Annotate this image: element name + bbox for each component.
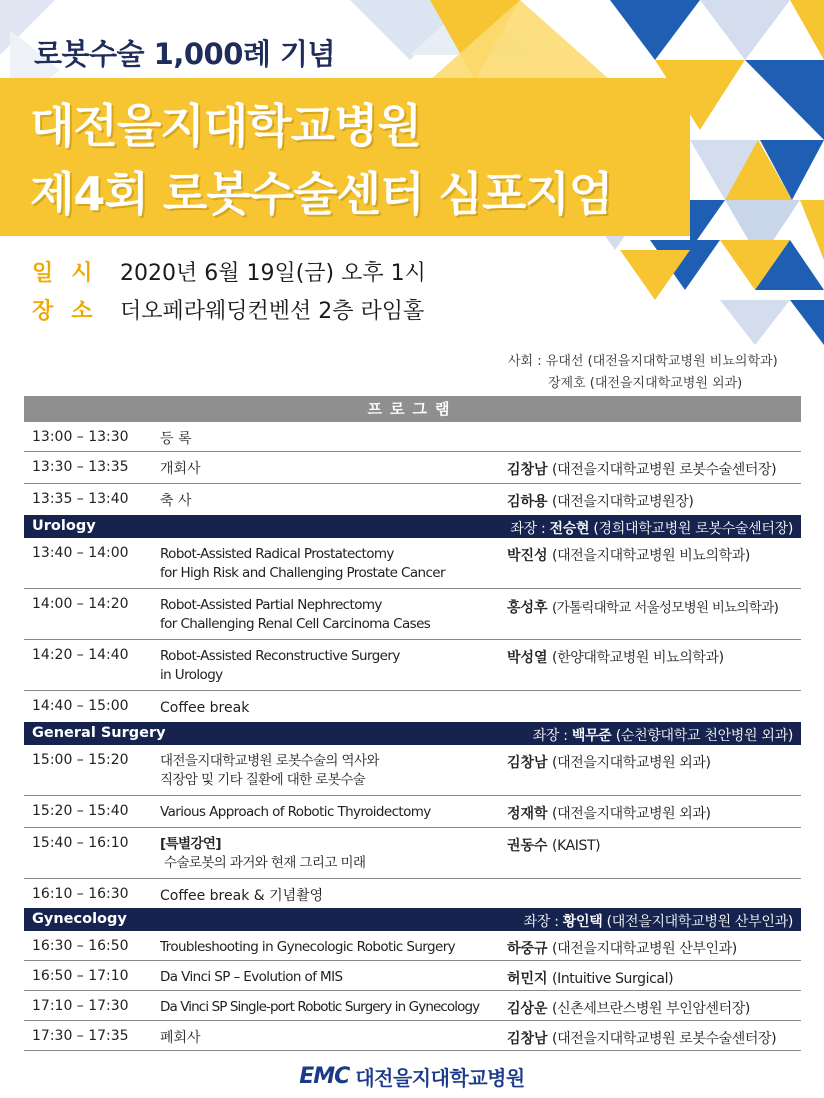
row-title: 폐회사	[160, 1030, 201, 1046]
emc-logo-mark: EMC	[299, 1064, 350, 1089]
title-line-1: [특별강연]	[160, 836, 221, 852]
table-row	[24, 691, 801, 722]
row-time: 16:30 – 16:50	[32, 938, 129, 954]
speaker-affiliation: (신촌세브란스병원 부인암센터장)	[552, 1001, 750, 1017]
row-time: 14:40 – 15:00	[32, 698, 129, 714]
row-time: 13:40 – 14:00	[32, 545, 129, 561]
table-row	[24, 538, 801, 589]
title-line-1: Robot-Assisted Radical Prostatectomy	[160, 546, 394, 562]
speaker-name: 허민지	[507, 971, 548, 987]
speaker-affiliation: (대전을지대학교병원 비뇨의학과)	[552, 548, 750, 564]
speaker-affiliation: (대전을지대학교병원 외과)	[552, 806, 711, 822]
speaker-name: 박진성	[507, 548, 548, 564]
row-title: Da Vinci SP – Evolution of MIS	[160, 969, 343, 985]
row-speaker	[507, 459, 776, 479]
hospital-logo	[299, 1062, 524, 1091]
speaker-name: 박성열	[507, 650, 548, 666]
row-time: 15:40 – 16:10	[32, 835, 129, 851]
moderator-line-2: 장제호 (대전을지대학교병원 외과)	[548, 376, 743, 391]
speaker-affiliation: (KAIST)	[552, 838, 601, 854]
date-label: 일시	[32, 261, 111, 286]
title-line-1: Robot-Assisted Partial Nephrectomy	[160, 597, 382, 613]
row-time: 14:00 – 14:20	[32, 596, 129, 612]
row-title	[160, 596, 430, 634]
chair-affiliation: (순천향대학교 천안병원 외과)	[615, 728, 793, 744]
row-time: 15:00 – 15:20	[32, 752, 129, 768]
row-time: 17:30 – 17:35	[32, 1028, 129, 1044]
row-speaker	[507, 545, 750, 565]
speaker-name: 권동수	[507, 838, 548, 854]
row-speaker	[507, 491, 693, 511]
row-title: Various Approach of Robotic Thyroidectomy	[160, 804, 431, 820]
speaker-affiliation: (한양대학교병원 비뇨의학과)	[552, 650, 724, 666]
speaker-name: 김창남	[507, 755, 548, 771]
section-chair	[510, 518, 793, 538]
row-time: 16:10 – 16:30	[32, 886, 129, 902]
row-title: 등 록	[160, 431, 192, 447]
title-line-2: in Urology	[160, 667, 223, 683]
table-row	[24, 589, 801, 640]
row-title: 축 사	[160, 493, 192, 509]
moderators	[508, 351, 778, 395]
row-time: 13:00 – 13:30	[32, 429, 129, 445]
table-row	[24, 961, 801, 991]
section-header-gynecology	[24, 908, 801, 931]
speaker-name: 김창남	[507, 462, 548, 478]
event-title-symposium: 제4회 로봇수술센터 심포지엄	[30, 167, 613, 221]
table-row	[24, 796, 801, 828]
row-speaker	[507, 998, 750, 1018]
chair-label: 좌장 :	[510, 521, 546, 537]
table-row	[24, 422, 801, 452]
event-subtitle: 로봇수술 1,000례 기념	[34, 37, 336, 71]
speaker-affiliation: (Intuitive Surgical)	[552, 971, 674, 987]
chair-label: 좌장 :	[532, 728, 568, 744]
table-row	[24, 879, 801, 908]
row-time: 15:20 – 15:40	[32, 803, 129, 819]
row-time: 17:10 – 17:30	[32, 998, 129, 1014]
section-name: Gynecology	[32, 911, 127, 927]
table-row	[24, 828, 801, 879]
program-header: 프로그램	[24, 396, 801, 422]
table-row	[24, 640, 801, 691]
row-title: 개회사	[160, 461, 201, 477]
program-table	[24, 396, 801, 1051]
row-time: 14:20 – 14:40	[32, 647, 129, 663]
chair-label: 좌장 :	[523, 914, 559, 930]
row-title: Coffee break & 기념촬영	[160, 888, 324, 904]
speaker-name: 김하용	[507, 494, 548, 510]
title-line-2: 직장암 및 기타 질환에 대한 로봇수술	[160, 772, 366, 788]
row-speaker	[507, 835, 600, 855]
row-title	[160, 545, 445, 583]
footer	[0, 1062, 824, 1091]
chair-name: 황인택	[562, 914, 603, 930]
speaker-name: 정재학	[507, 806, 548, 822]
chair-affiliation: (대전을지대학교병원 산부인과)	[606, 914, 793, 930]
table-row	[24, 745, 801, 796]
row-title	[160, 835, 365, 873]
table-row	[24, 1021, 801, 1051]
row-title: Troubleshooting in Gynecologic Robotic Surgery	[160, 939, 456, 955]
speaker-name: 김상운	[507, 1001, 548, 1017]
chair-affiliation: (경희대학교병원 로봇수술센터장)	[593, 521, 793, 537]
row-time: 16:50 – 17:10	[32, 968, 129, 984]
speaker-name: 김창남	[507, 1031, 548, 1047]
title-line-2: for Challenging Renal Cell Carcinoma Cases	[160, 616, 431, 632]
table-row	[24, 991, 801, 1021]
title-line-2: for High Risk and Challenging Prostate Cancer	[160, 565, 445, 581]
speaker-affiliation: (대전을지대학교병원 산부인과)	[552, 941, 737, 957]
hospital-name: 대전을지대학교병원	[355, 1066, 525, 1090]
table-row	[24, 931, 801, 961]
section-name: Urology	[32, 518, 96, 534]
table-row	[24, 484, 801, 515]
venue-value: 더오페라웨딩컨벤션 2층 라임홀	[120, 299, 425, 324]
speaker-affiliation: (대전을지대학교병원장)	[552, 494, 694, 510]
event-title-hospital: 대전을지대학교병원	[30, 99, 421, 153]
table-row	[24, 452, 801, 484]
speaker-name: 홍성후	[507, 600, 548, 616]
speaker-affiliation: (대전을지대학교병원 로봇수술센터장)	[552, 462, 777, 478]
row-speaker	[507, 752, 711, 772]
row-speaker	[507, 596, 778, 617]
title-line-1: 대전을지대학교병원 로봇수술의 역사와	[160, 753, 379, 769]
section-header-general-surgery	[24, 722, 801, 745]
row-speaker	[507, 968, 673, 988]
speaker-name: 하중규	[507, 941, 548, 957]
row-speaker	[507, 938, 737, 958]
row-time: 13:30 – 13:35	[32, 459, 129, 475]
speaker-affiliation: (가톨릭대학교 서울성모병원 비뇨의학과)	[552, 600, 779, 616]
speaker-affiliation: (대전을지대학교병원 외과)	[552, 755, 711, 771]
chair-name: 전승현	[549, 521, 590, 537]
speaker-affiliation: (대전을지대학교병원 로봇수술센터장)	[552, 1031, 777, 1047]
row-title	[160, 647, 400, 685]
date-value: 2020년 6월 19일(금) 오후 1시	[120, 261, 426, 286]
row-speaker	[507, 647, 724, 667]
section-chair	[524, 911, 793, 931]
section-name: General Surgery	[32, 725, 166, 741]
row-speaker	[507, 803, 711, 823]
section-chair	[533, 725, 793, 745]
title-line-2: 수술로봇의 과거와 현재 그리고 미래	[164, 855, 366, 871]
venue-label: 장소	[32, 299, 111, 324]
section-header-urology	[24, 515, 801, 538]
row-title: Da Vinci SP Single-port Robotic Surgery in Gynecology	[160, 999, 480, 1015]
row-title	[160, 752, 379, 790]
row-title: Coffee break	[160, 700, 250, 716]
row-speaker	[507, 1028, 776, 1048]
row-time: 13:35 – 13:40	[32, 491, 129, 507]
title-line-1: Robot-Assisted Reconstructive Surgery	[160, 648, 400, 664]
chair-name: 백무준	[571, 728, 612, 744]
moderator-line-1: 사회 : 유대선 (대전을지대학교병원 비뇨의학과)	[508, 354, 778, 369]
